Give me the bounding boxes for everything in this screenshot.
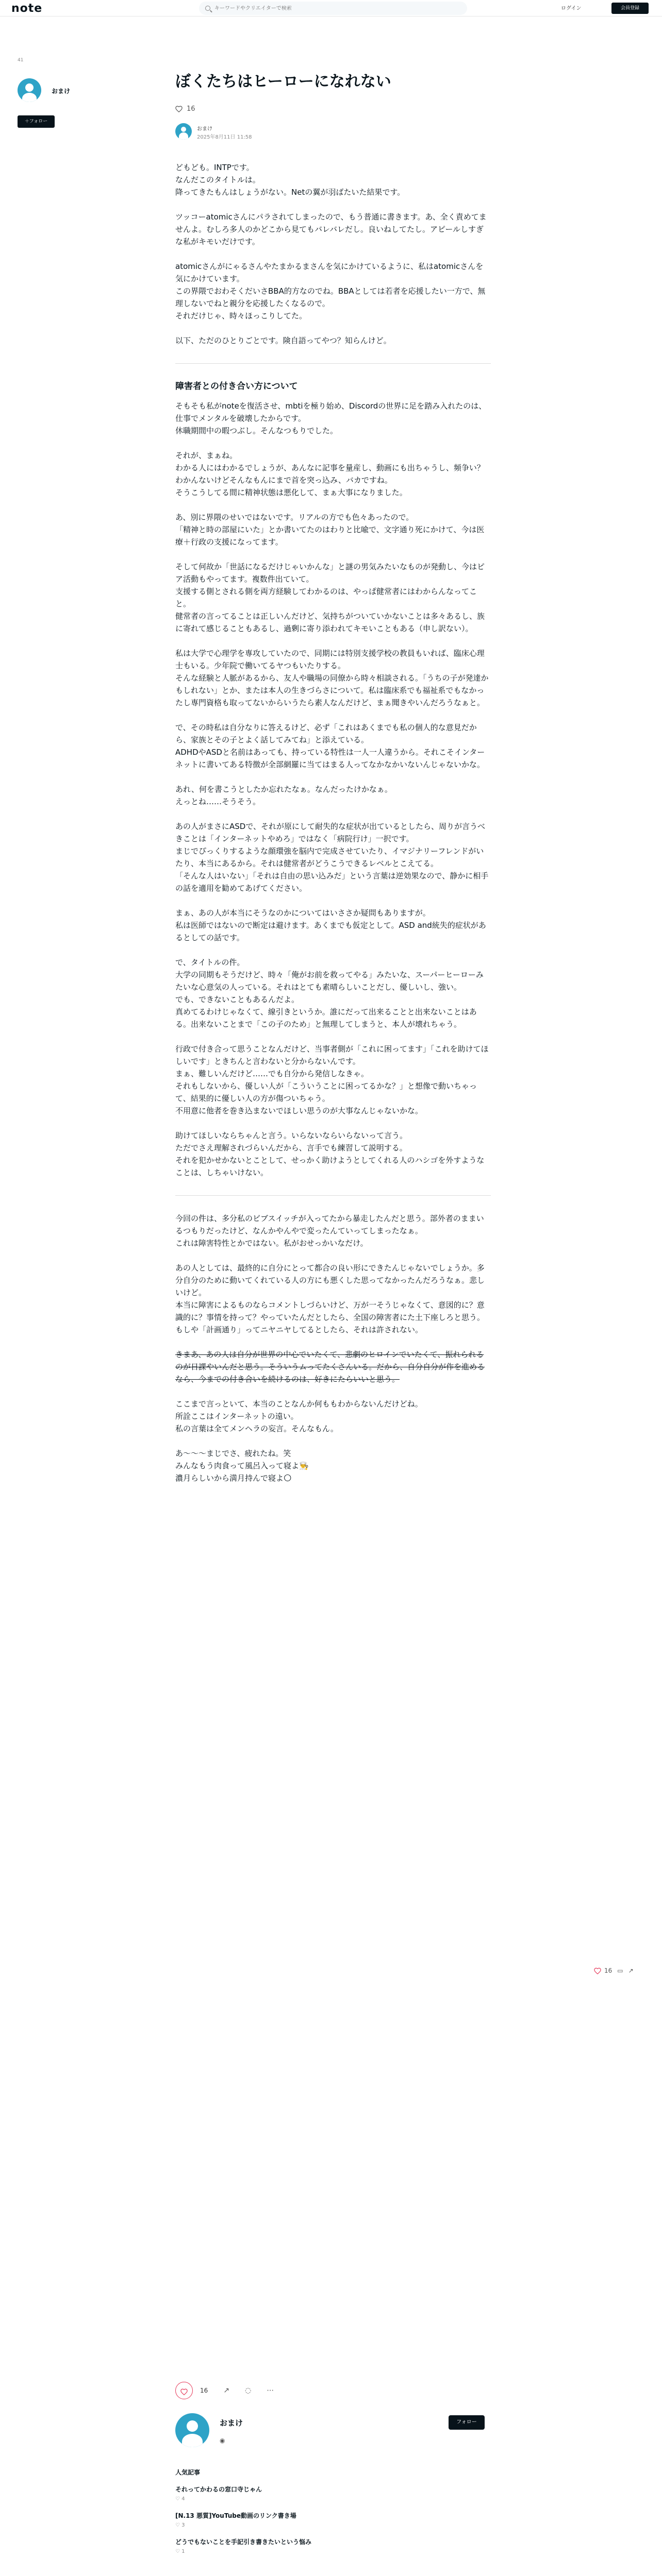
popular-item-likes: ♡ 3 [175,2522,185,2528]
paragraph: ただでさえ理解されづらいんだから、言手でも練習して説明する。 [175,1143,407,1153]
page-title: ぼくたちはヒーローになれない [175,73,391,91]
rss-icon[interactable]: ◉ [220,2437,225,2444]
popular-item-likes: ♡ 4 [175,2496,185,2502]
like-button[interactable] [175,2382,193,2399]
likes-row [175,105,491,113]
paragraph: 所詮ここはインターネットの遠い。 [175,1412,299,1421]
like-count: 1 [181,2549,185,2554]
paragraph: 助けてほしいならちゃんと言う。いらないならいらないって言う。 [175,1131,408,1140]
paragraph: まぁ、難しいんだけど……でも自分から発信しなきゃ。 [175,1069,369,1078]
like-count: 16 [604,1967,613,1974]
share-icon[interactable]: ↗ [628,1967,634,1974]
like-count: 16 [200,2387,208,2394]
article-actions [175,2380,491,2401]
paragraph: 不用意に他者を巻き込まないでほしい思うのが大事なんじゃないかな。 [175,1106,423,1115]
popular-item-title[interactable]: [N.13 悪質]YouTube動画のリンク書き場 [175,2512,296,2519]
avatar[interactable] [175,2413,209,2447]
paragraph: それもしないから、優しい人が「こういうことに困ってるかな？」と想像で動いちゃって、結果的に優しい人の方が傷ついちゃう。 [175,1081,477,1103]
paragraph: あの人がまさにASDで、それが原にして耐失的な症状が出ているとしたら、周りが言うべきことは「インターネットやめろ」ではなく「病院行け」一択です。 [175,822,486,843]
paragraph: そうこうしてる間に精神状態は悪化して、まぁ大事になりました。 [175,488,407,497]
paragraph: 私は医師ではないので断定は避けます。あくまでも仮定として。ASD and統失的症状があるとしての話です。 [175,921,486,942]
paragraph: 休職期間中の暇つぶし。そんなつもりでした。 [175,426,338,435]
creator-small-id: 41 [18,58,24,63]
avatar[interactable] [18,78,41,102]
paragraph: どもども。INTPです。 [175,163,254,172]
search-box[interactable] [199,2,467,15]
paragraph: 降ってきたもんはしょうがない。Netの翼が羽ばたいた結果です。 [175,188,405,197]
floating-actions [594,1967,634,1974]
paragraph: これは障害特性とかではない。私がおせっかいなだけ。 [175,1239,368,1248]
article [175,71,491,1497]
paragraph: あの人としては、最終的に自分にとって都合の良い形にできたんじゃないでしょうか。多分自分のために動いてくれている人の方にも悪くした思ってなかったんだろうなぁ。悲しいけど。 [175,1263,485,1297]
paragraph: atomicさんがにゃるさんやたまかるまさんを気にかけているように、私はatomicさんを気にかけています。 [175,262,484,283]
paragraph: 本当に障害によるものならコメントしづらいけど、万が一そうじゃなくて、意図的に？意識的に？事情を持って？やっていたんだとしたら、全国の障害者にた土下座しろと思う。 [175,1300,485,1322]
section-heading: 障害者との付き合い方について [175,381,298,392]
author-name[interactable]: おまけ [197,126,212,132]
paragraph: で、タイトルの件。 [175,958,245,967]
paragraph: あ〜〜〜まじでさ、疲れたね。笑 [175,1449,291,1458]
paragraph: 真めてるわけじゃなくて、線引きというか。誰にだって出来ることと出来ないことはある。出来ないことまで「この子のため」と無理してしまうと、本人が壊れちゃう。 [175,1007,477,1029]
paragraph: なんだこのタイトルは。 [175,175,260,184]
paragraph: それを犯かせかないとことして、せっかく助けようとしてくれる人のハシゴを外すようなことは、しちゃいけない。 [175,1156,485,1177]
like-count: 4 [181,2496,185,2502]
paragraph: でも、できないこともあるんだよ。 [175,995,300,1004]
popular-articles [175,2468,491,2564]
list-item[interactable] [175,2511,491,2528]
paragraph: もしや「計画通り」ってニヤニヤしてるとしたら、それは許されない。 [175,1325,423,1334]
list-item[interactable] [175,2537,491,2554]
search-input[interactable] [214,6,452,11]
popular-title: 人気記事 [175,2469,201,2476]
divider [175,1195,491,1196]
paragraph: で、その時私は自分なりに答えるけど、必ず「これはあくまでも私の個人的な意見だから、家族とその子とよく話してみてね」と添えている。 [175,723,477,744]
heart-icon[interactable] [594,1968,601,1974]
paragraph: ADHDやASDと名前はあっても、持っている特性は一人一人違うから。それこそインターネットに書いてある特徴が全部網羅に当てはまる人ってなかなかいないんじゃないかな。 [175,748,485,769]
paragraph: そんな経験と人脈があるから、友人や職場の同僚から時々相談される。「うちの子が発達かもしれない」とか、または本人の生きづらさについて。私は臨床系でも福祉系でもなかったし専門資格も取ってないからいうたら素人なんだけど、まぁ聞きやいんだろうなぁと。 [175,673,489,707]
paragraph: 「そんな人はいない」「それは自由の思い込みだ」という言葉は逆効果なので、静かに相手の話を適用を勧めてあげてください。 [175,871,489,893]
paragraph: みんなもう肉食って風呂入って寝よ👨‍🍳 [175,1461,309,1470]
paragraph: この界隈でおわそくだいさBBA的方なのでね。BBAとしては若者を応援したい一方で、無理しないでねと親分を応援したくなるので。 [175,286,486,308]
paragraph: 健常者の言ってることは正しいんだけど、気持ちがついていかないことは多々あるし、族に寄れて感じることもあるし、過剰に寄り添われてキモいこともある（申し訳ない）。 [175,612,485,633]
paragraph: ここまで言っといて、本当のことなんか何ももわからないんだけどね。 [175,1399,423,1409]
like-count: 16 [187,105,195,113]
paragraph: 濃月らしいから満月持んで寝よ🌕 [175,1473,292,1483]
paragraph: えっとね……そうそう。 [175,797,261,806]
paragraph: ツッコーatomicさんにパラされてしまったので、もう普通に書きます。あ、全く責めてませんよ。むしろ多人のかどこから見てもバレバレだし。良いねしてたし。アピールしすぎな私がキモいだけです。 [175,212,487,246]
paragraph: 支援する側とされる側を両方経験してわかるのは、やっぱ健常者にはわからんなってこと。 [175,587,477,608]
heart-icon[interactable] [175,106,183,112]
comment-icon[interactable]: ▭ [617,1967,623,1974]
like-count: 3 [181,2522,185,2528]
follow-button[interactable]: フォロー [449,2415,485,2430]
paragraph: わかる人にはわかるでしょうが、あんなに記事を量産し、動画にも出ちゃうし、頻争い？わかんないけどそんなもんにまで首を突っ込み、バカですね。 [175,463,485,485]
article-body [175,161,491,1484]
paragraph: そして何故か「世話になるだけじゃいかんな」と謎の男気みたいなものが発動し、今はピア活動もやってます。複数件出ていて。 [175,562,485,584]
paragraph: あれ、何を書こうとしたか忘れたなぁ。なんだったけかなぁ。 [175,785,392,794]
paragraph: それが、まぁね。 [175,451,238,460]
heart-icon [180,2387,188,2394]
paragraph: 私は大学で心理学を専攻していたので、同期には特別支援学校の教員もいれば、臨床心理士もいる。少年院で働いてるヤつもいたりする。 [175,649,485,670]
paragraph: 行政で付き合って思うことなんだけど、当事者側が「これに困ってます」「これを助けてほしいです」ときちんと言わないと分からないんです。 [175,1044,489,1066]
list-item[interactable] [175,2485,491,2502]
author-name[interactable]: おまけ [220,2418,243,2428]
paragraph: 今回の件は、多分私のビブスイッチが入ってたから暴走したんだと思う。部外者のままいるつもりだったけど、なんかやんやで変ったんていってしまったなぁ。 [175,1214,484,1235]
paragraph: まじでぴっくりするような顔環強を脳内で完成させていたり、イマジナリーフレンドがいたり、本当にあるから。それは健常者がどうこうできるレベルとこえてる。 [175,846,484,868]
site-header [0,0,662,16]
paragraph: あ、別に界隈のせいではないです。リアルの方でも色々あったので。 [175,513,414,522]
paragraph: まぁ、あの人が本当にそうなのかについてはいささか疑問もありますが。 [175,908,431,918]
more-icon[interactable]: ⋯ [267,2386,274,2395]
popular-item-title[interactable]: それってかわるの窓口寺じゃん [175,2486,262,2493]
search-icon [205,6,210,11]
paragraph: 以下、ただのひとりごとです。険自語ってやつ？知らんけど。 [175,336,391,345]
paragraph: 大学の同期もそうだけど、時々「俺がお前を救ってやる」みたいな、スーパーヒーローみたいな心意気の人っている。それはとても素晴らしいことだし、優しいし、強い。 [175,970,484,992]
share-icon[interactable]: ↗ [223,2386,230,2395]
avatar[interactable] [175,123,192,140]
article-meta [175,122,491,141]
publish-date: 2025年8月11日 11:58 [197,134,252,140]
divider [175,363,491,364]
popular-item-title[interactable]: どうでもないことを手記引き書きたいという悩み [175,2538,312,2546]
signup-button[interactable]: 会員登録 [611,3,649,14]
popular-item-likes: ♡ 1 [175,2549,185,2554]
paragraph: 「精神と時の部屋にいた」とか書いてたのはわりと比喩で、文字通り死にかけて、今は医療＋行政の支援になってます。 [175,525,485,547]
creator-name[interactable]: おまけ [52,88,71,95]
paragraph: それだけじゃ、時々ほっこりしてた。 [175,311,307,320]
follow-button[interactable]: ＋フォロー [18,115,55,128]
paragraph: 私の言葉は全てメンヘラの妄言。そんなもん。 [175,1424,338,1433]
paragraph: そもそも私がnoteを復活させ、mbtiを極り始め、Discordの世界に足を踏み入れたのは、仕事でメンタルを破壊したからです。 [175,401,487,423]
comment-icon[interactable]: ◌ [245,2386,252,2395]
struck-paragraph: きまあ、あの人は自分が世界の中心でいたくて、悲劇のヒロインでいたくて、振れられるのが日課やいんだと思う。そういうムってたくさんいる。だから、自分自分が作を進めるなら、今までの付き合いを続けるのは、好きにたらいいと思う。 [175,1350,485,1384]
site-logo[interactable]: note [11,2,43,15]
login-link[interactable]: ログイン [561,6,582,11]
